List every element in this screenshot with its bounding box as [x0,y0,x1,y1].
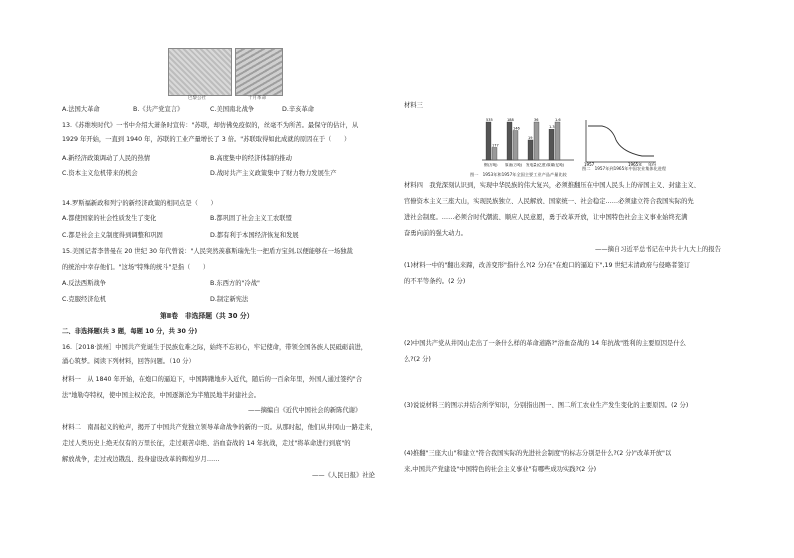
chart1-value-2-0: 19 [528,135,533,140]
q13-option-b: B.高度集中的经济体制的推动 [210,155,292,162]
q16-line1: 16.［2018·滨州］中国共产党诞生于民族危难之际，始终不忘初心，牢记使命，带领全国各族人民砥砺前进， [62,344,368,351]
material4-line4: 奋勇向前的强大动力。 [404,230,467,237]
subquestion1-line2: 的不平等条约。(2 分) [404,278,466,285]
chart1-title: 图一 1953年和1957年全国主要工业产品产量比较 [470,172,567,177]
chart1-bar-3-0 [549,129,554,160]
subquestion2-line1: (2)中国共产党从井冈山走出了一条什么样的革命道路?"浴血奋战的 14 年抗战"胜利的主要原因是什么 [404,340,686,347]
chart1-bar-0-0 [486,122,491,160]
material2-line2: 走过人类历史上绝无仅有的万里长征，走过艰苦卓绝、浴血奋战的 14 年抗战，走过"将革命进行到底"的 [62,440,351,447]
chart1-bar-1-1 [513,130,518,160]
subquestion4-line1: (4)推翻"三座大山"和建立"符合我国实际的先进社会制度"的标志分别是什么?(2 分)"改革开放"以 [404,450,672,457]
material4-line3: 进社会制度。……必须合时代潮流、顺应人民意愿，勇于改革开放，让中国特色社会主义事业始终充满 [404,214,688,221]
q15-option-d: D.制定新宪法 [210,296,249,303]
q13-option-c: C.资本主义危机带来的机会 [62,170,138,177]
october-revolution-photo [235,48,283,96]
chart1-category-0: 钢(万吨) [484,163,498,167]
material4-line1: 材料四 我党深刻认识到，实现中华民族的伟大复兴，必须推翻压在中国人民头上的帝国主义、封建主义、 [404,182,700,189]
material4-line2: 官僚资本主义三座大山，实现民族独立、人民解放、国家统一、社会稳定……必须建立符合我国实际的先 [404,198,694,205]
q13-stem-line1: 13.《苏维埃时代》一书中介绍大萧条时宣传："苏联，却仿佛免疫似的，丝毫不为所苦。最保守的估计，从 [62,122,359,129]
q13-option-d: D.战时共产主义政策集中了财力物力发展生产 [210,170,337,177]
material3-title: 材料三 [404,102,423,109]
chart1-value-1-1: 146 [513,126,520,131]
chart1-value-2-1: 36 [534,118,539,122]
chart1-value-0-1: 177 [492,143,499,148]
q13-stem-line2: 1929 年开始，一直到 1940 年，苏联的工业产量增长了 3 倍。"苏联取得如此成就的原因在于（ ） [62,136,351,143]
material1-source: ——摘编自《近代中国社会的新陈代谢》 [248,407,362,414]
material2-line1: 材料二 南昌起义的枪声，揭开了中国共产党独立领导革命战争的新的一页。从那时起，他们从井冈山一路走来， [62,424,377,431]
chart1-bar-2-1 [534,122,539,160]
chart2-x-start: 1957 [584,162,595,166]
subquestion3-line1: (3)说说材料三的图示并结合所学知识，分别指出图一、图二所工农业生产发生变化的主要原因。(2 分) [404,402,689,409]
q15-option-a: A.反法西斯战争 [62,280,106,287]
chart1-value-3-1: 1.6 [555,118,561,122]
q14-option-d: D.都有利于本国经济恢复和发展 [210,232,299,239]
paris-commune-photo [168,48,232,96]
q12-option-d: D.辛亥革命 [282,106,315,113]
chart2-title: 图二 1957年到1965年中国农业集体化进程 [582,166,667,171]
material1-line2: 法"地勒夺特权，使中国主权沦丧，中国逐渐沦为半殖民地半封建社会。 [62,392,261,399]
q15-stem-line2: 的统治中幸存他们。"这场"特殊的统斗"是指（ ） [62,264,210,271]
q12-option-c: C.美国南北战争 [210,106,255,113]
chart1-category-3: 原煤(亿吨) [547,163,565,167]
chart1-value-0-0: 535 [486,118,493,122]
material2-line3: 解放战争，走过戎边戡乱、投身建设改革的辉煌岁月…… [62,456,220,463]
chart1-bar-1-0 [507,122,512,160]
q14-option-c: C.都是社会主义制度得到调整和巩固 [62,232,163,239]
subquestion4-line2: 来,中国共产党建设"中国特色的社会主义事业"有哪些成功实践?(2 分) [404,466,597,473]
chart1-value-1-0: 188 [507,118,514,122]
industrial-output-chart [478,112,576,170]
chart1-category-2: 发电量(亿度) [526,163,547,167]
chart1-bar-3-1 [555,122,560,160]
chart1-bar-0-1 [492,147,497,160]
material1-line1: 材料一 从 1840 年开始，在炮口的逼迫下，中国踌躇地步入近代，随后的一百余年里，外国人通过签约"合 [62,376,362,383]
material4-source: ——摘自习近平总书记在中共十九大上的报告 [595,246,721,253]
q14-option-a: A.都使国家的社会性质发生了变化 [62,215,157,222]
chart1-bar-2-0 [528,140,533,160]
material2-source: ——《人民日报》社论 [312,472,375,479]
section-title: 第Ⅱ卷 非选择题（共 30 分） [160,312,254,320]
q14-stem: 14.罗斯福新政和列宁的新经济政策的相同点是（ ） [62,200,217,207]
chart1-category-1: 原油(万吨) [505,163,523,167]
q14-option-b: B.都巩固了社会主义工农联盟 [210,215,292,222]
chart2-x-unit: 年份 [648,162,656,166]
q16-line2: 涌心筑梦。阅读下列材料，回答问题。（10 分） [62,358,195,365]
chart2-curve [588,126,654,156]
subquestion2-line2: 么?(2 分) [404,356,431,363]
photo-caption-1: 巴黎公社 [188,96,206,101]
q12-option-b: B.《共产党宣言》 [133,106,184,113]
photo-caption-2: 十月革命 [248,96,266,101]
part2-heading: 二、非选择题(共 3 题，每题 10 分，共 30 分) [62,328,198,335]
q15-option-b: B.东西方的"冷战" [210,280,260,287]
chart2-x-end: 1965年 [628,162,643,166]
subquestion1-line1: (1)材料一中的"翻出来蹄，改善变形"指什么?(2 分)在"在炮口的逼迫下",19 世纪末清政府与侵略者签订 [404,262,691,269]
q13-option-a: A.新经济政策调动了人民的热情 [62,155,151,162]
collectivization-chart [582,118,658,166]
q15-stem-line1: 15.美国记者李普曼在 20 世纪 30 年代曾说："人民突然羡慕斯瑞先生一把盾方宝剑,以便能够在一场独裁 [62,248,353,255]
chart1-value-3-0: 1.3 [549,125,555,130]
q12-option-a: A.法国大革命 [62,106,100,113]
q15-option-c: C.克服经济危机 [62,296,107,303]
